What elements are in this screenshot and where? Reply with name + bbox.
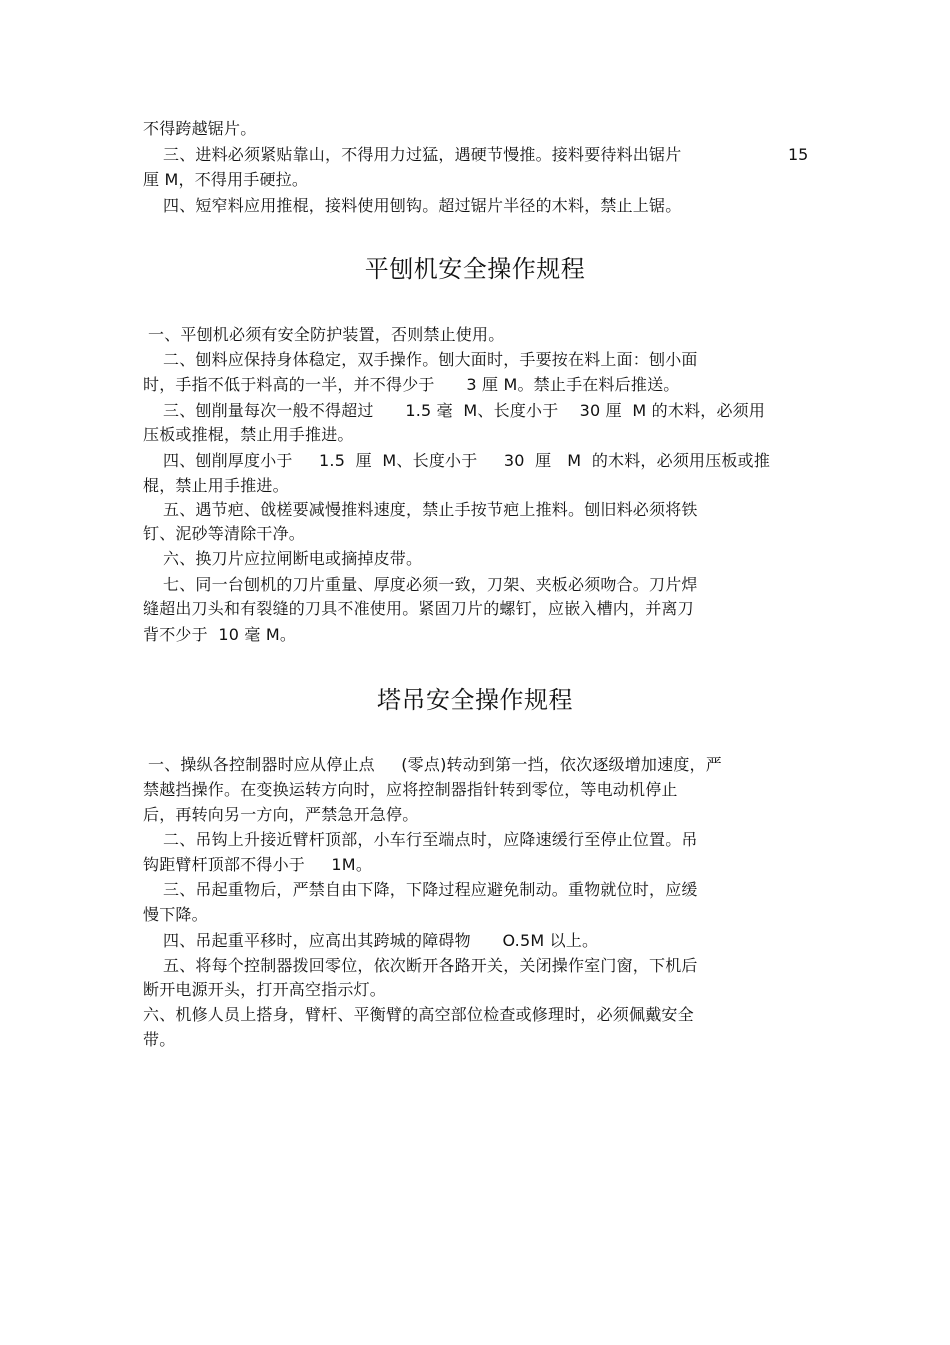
- text-line: 五、遇节疤、戗槎要减慢推料速度，禁止手按节疤上推料。刨旧料必须将铁: [163, 500, 698, 519]
- text-line: 三、刨削量每次一般不得超过 1.5 毫 M、长度小于 30 厘 M 的木料，必须用: [163, 401, 766, 420]
- text-line: 压板或推棍，禁止用手推进。: [143, 425, 354, 444]
- text-line: 二、刨料应保持身体稳定，双手操作。刨大面时，手要按在料上面：刨小面: [163, 350, 698, 369]
- section-title-crane: 塔吊安全操作规程: [377, 686, 573, 714]
- text-line: 一、平刨机必须有安全防护装置，否则禁止使用。: [148, 325, 505, 344]
- text-line: 钩距臂杆顶部不得小于 1M。: [143, 855, 373, 874]
- section-title-planer: 平刨机安全操作规程: [364, 255, 586, 283]
- text-line: 一、操纵各控制器时应从停止点 (零点)转动到第一挡，依次逐级增加速度，严: [148, 755, 722, 774]
- text-line: 四、刨削厚度小于 1.5 厘 M、长度小于 30 厘 M 的木料，必须用压板或推: [163, 451, 771, 470]
- text-line: 背不少于 10 毫 M。: [143, 625, 297, 644]
- text-line: 四、短窄料应用推棍，接料使用刨钩。超过锯片半径的木料，禁止上锯。: [163, 196, 682, 215]
- text-line: 二、吊钩上升接近臂杆顶部，小车行至端点时，应降速缓行至停止位置。吊: [163, 830, 698, 849]
- text-line: 慢下降。: [143, 905, 208, 924]
- text-line: 六、机修人员上搭身，臂杆、平衡臂的高空部位检查或修理时，必须佩戴安全: [143, 1005, 694, 1024]
- text-line: 四、吊起重平移时，应高出其跨城的障碍物 O.5M 以上。: [163, 931, 599, 950]
- text-line: 时，手指不低于料高的一半，并不得少于 3 厘 M。禁止手在料后推送。: [143, 375, 680, 394]
- text-line: 三、吊起重物后，严禁自由下降，下降过程应避免制动。重物就位时，应缓: [163, 880, 698, 899]
- text-line: 断开电源开头，打开高空指示灯。: [143, 980, 387, 999]
- text-line: 钉、泥砂等清除干净。: [143, 524, 306, 543]
- text-line: 七、同一台刨机的刀片重量、厚度必须一致，刀架、夹板必须吻合。刀片焊: [163, 575, 698, 594]
- text-line: 棍，禁止用手推进。: [143, 476, 289, 495]
- text-line: 厘 M，不得用手硬拉。: [143, 170, 309, 189]
- text-line: 禁越挡操作。在变换运转方向时，应将控制器指针转到零位，等电动机停止: [143, 780, 678, 799]
- trailing-number: 15: [788, 145, 809, 164]
- text-line: 不得跨越锯片。: [143, 119, 257, 138]
- text-line: 六、换刀片应拉闸断电或摘掉皮带。: [163, 549, 423, 568]
- text-line: 三、进料必须紧贴靠山，不得用力过猛，遇硬节慢推。接料要待料出锯片: [163, 145, 682, 164]
- text-line: 后，再转向另一方向，严禁急开急停。: [143, 805, 419, 824]
- text-line: 五、将每个控制器拨回零位，依次断开各路开关，关闭操作室门窗，下机后: [163, 956, 698, 975]
- text-line: 缝超出刀头和有裂缝的刀具不准使用。紧固刀片的螺钉，应嵌入槽内，并离刀: [143, 599, 694, 618]
- text-line: 带。: [143, 1030, 176, 1049]
